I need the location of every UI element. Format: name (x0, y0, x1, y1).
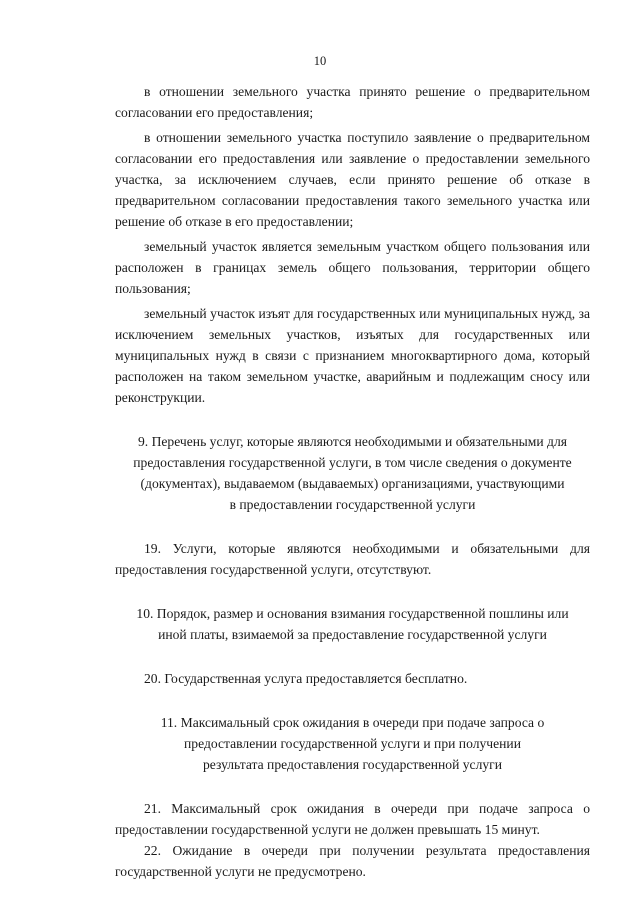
section-11-heading-line: 11. Максимальный срок ожидания в очереди при подаче запроса о (160, 715, 545, 730)
section-11-heading-line: предоставлении государственной услуги и при получении (184, 736, 521, 751)
paragraph-decision-approval: в отношении земельного участка принято решение о предварительном согласовании его предоставления; (115, 84, 590, 120)
document-body (115, 81, 590, 882)
section-9-heading-line: 9. Перечень услуг, которые являются необходимыми и обязательными для (137, 434, 567, 449)
section-9-heading-line: (документах), выдаваемом (выдаваемых) организациями, участвующими (140, 476, 565, 491)
section-10-heading-line: иной платы, взимаемой за предоставление государственной услуги (158, 627, 547, 642)
section-9-heading-line: предоставления государственной услуги, в том числе сведения о документе (133, 455, 572, 470)
paragraph-21: 21. Максимальный срок ожидания в очереди при подаче запроса о предоставлении государственной услуги не должен превышать 15 минут. (115, 801, 590, 837)
section-9-heading (115, 431, 590, 515)
paragraph-19: 19. Услуги, которые являются необходимыми и обязательными для предоставления государственной услуги, отсутствуют. (115, 541, 590, 577)
paragraph-20: 20. Государственная услуга предоставляется бесплатно. (144, 671, 468, 686)
paragraph-land-seized: земельный участок изъят для государственных или муниципальных нужд, за исключением земельных участков, изъятых для государственных или муниципальных нужд в связи с признанием многоквартирного дома, который расположен на таком земельном участке, аварийным и подлежащим сносу или реконструкции. (115, 306, 590, 405)
page-number: 10 (313, 54, 327, 68)
section-11-heading-line: результата предоставления государственной услуги (202, 757, 503, 772)
paragraph-public-land: земельный участок является земельным участком общего пользования или расположен в границах земель общего пользования, территории общего пользования; (115, 239, 590, 296)
section-10-heading-line: 10. Порядок, размер и основания взимания государственной пошлины или (136, 606, 569, 621)
section-10-heading (115, 603, 590, 645)
section-9-heading-line: в предоставлении государственной услуги (229, 497, 476, 512)
paragraph-application-received: в отношении земельного участка поступило заявление о предварительном согласовании его предоставления или заявление о предоставлении земельного участка, за исключением случаев, если принято решение об отказе в предварительном согласовании предоставления такого земельного участка или решение об отказе в его предоставлении; (115, 130, 590, 229)
paragraph-22: 22. Ожидание в очереди при получении результата предоставления государственной услуги не предусмотрено. (115, 843, 590, 879)
section-11-heading (115, 712, 590, 775)
